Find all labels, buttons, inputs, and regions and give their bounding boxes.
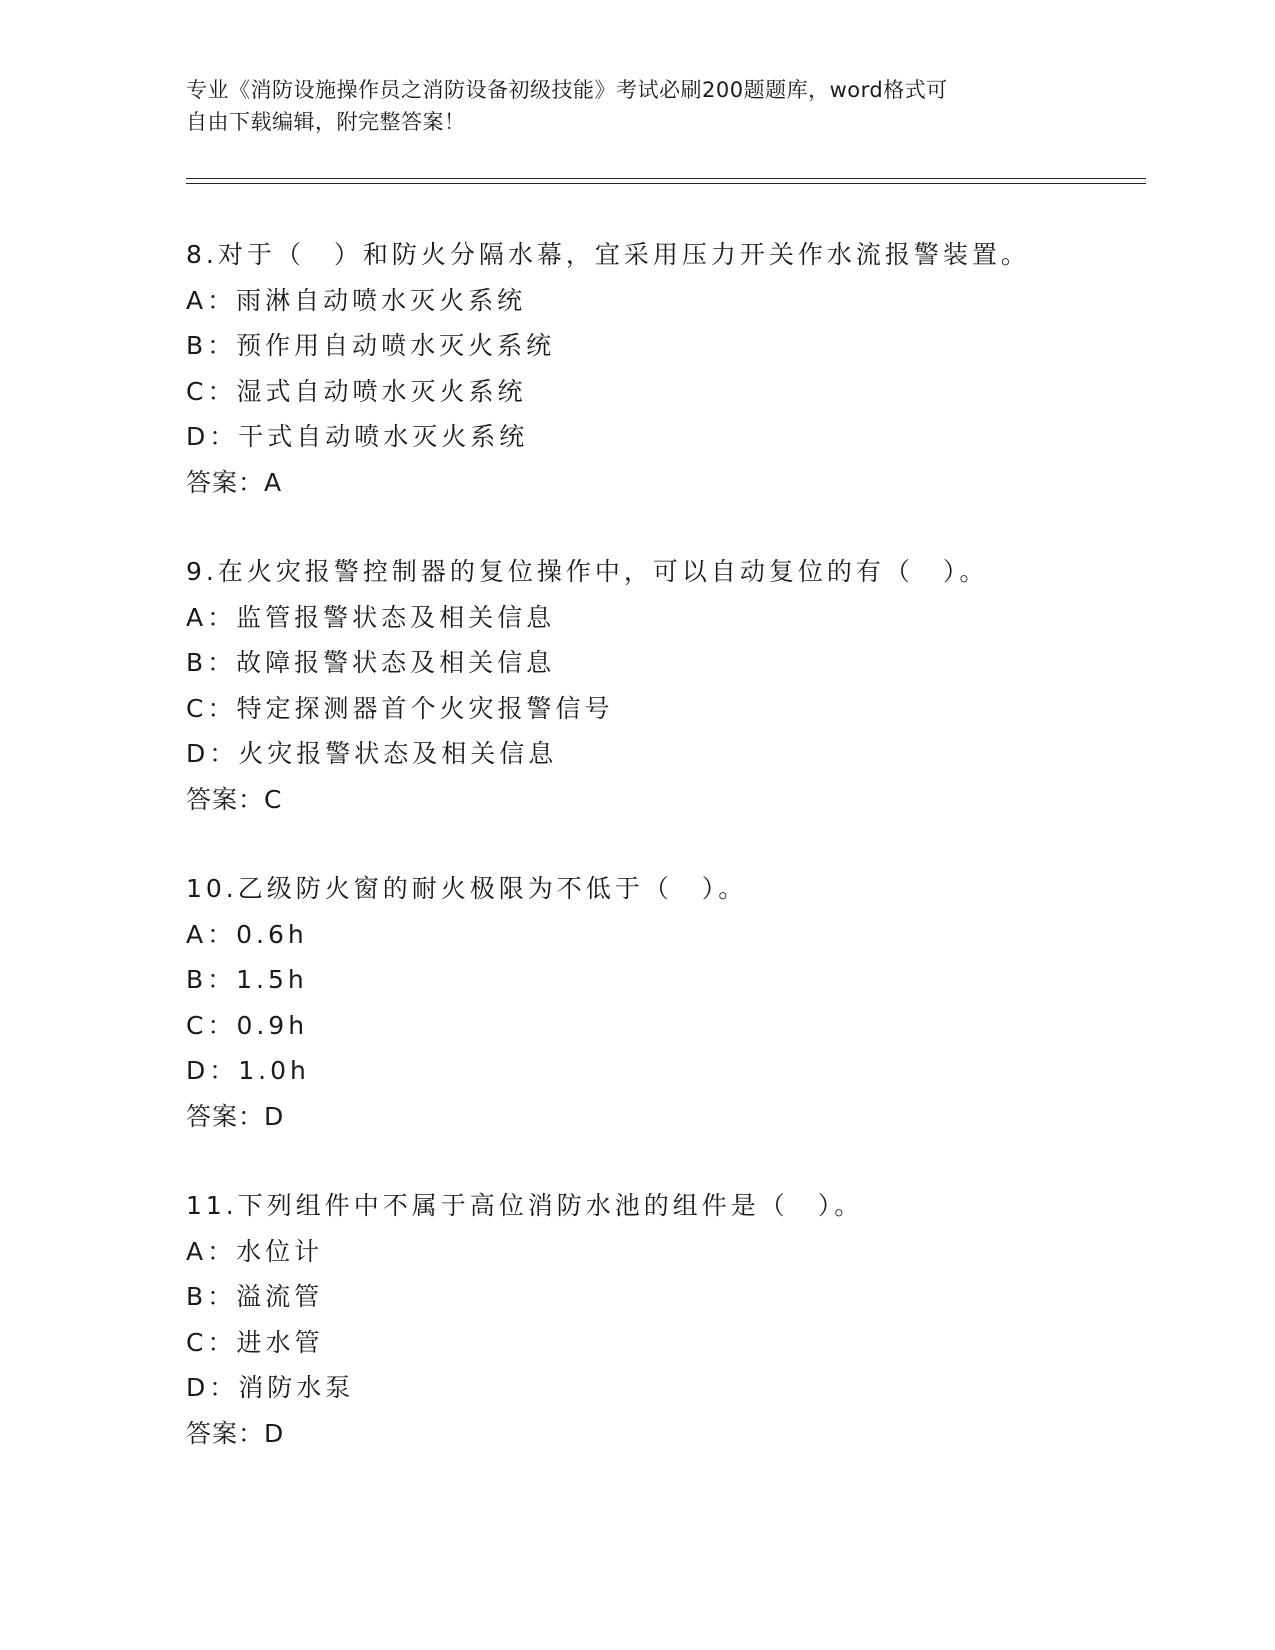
answer: 答案：A [186, 467, 283, 497]
question-stem: 8.对于（ ）和防火分隔水幕，宜采用压力开关作水流报警装置。 [186, 240, 1030, 269]
option-b: B：1.5h [186, 965, 308, 994]
option-c: C：0.9h [186, 1010, 309, 1040]
option-a: A：0.6h [186, 919, 308, 949]
option-c: C：特定探测器首个火灾报警信号 [186, 693, 614, 723]
option-d: D：干式自动喷水灭火系统 [186, 422, 529, 451]
option-d: D：火灾报警状态及相关信息 [186, 739, 558, 768]
question-9 [186, 549, 1146, 822]
question-10 [186, 866, 1146, 1139]
option-a: A：监管报警状态及相关信息 [186, 602, 556, 632]
option-b: B：预作用自动喷水灭火系统 [186, 331, 556, 360]
option-d: D：消防水泵 [186, 1373, 355, 1402]
question-stem: 10.乙级防火窗的耐火极限为不低于（ ）。 [186, 874, 748, 903]
answer: 答案：D [186, 1418, 285, 1448]
question-stem: 11.下列组件中不属于高位消防水池的组件是（ ）。 [186, 1191, 864, 1220]
option-a: A：水位计 [186, 1236, 324, 1266]
option-b: B：溢流管 [186, 1282, 324, 1311]
question-stem: 9.在火灾报警控制器的复位操作中，可以自动复位的有（ ）。 [186, 557, 989, 586]
question-8 [186, 232, 1146, 505]
question-list [186, 232, 1146, 1500]
header-line-1: 专业《消防设施操作员之消防设备初级技能》考试必刷200题题库，word格式可 [186, 78, 948, 102]
question-11 [186, 1183, 1146, 1456]
option-b: B：故障报警状态及相关信息 [186, 648, 556, 677]
answer: 答案：C [186, 784, 283, 814]
header-divider-bottom [186, 183, 1146, 184]
option-c: C：进水管 [186, 1327, 324, 1357]
answer: 答案：D [186, 1101, 285, 1131]
document-header [186, 74, 1066, 138]
header-divider-top [186, 178, 1146, 179]
option-a: A：雨淋自动喷水灭火系统 [186, 285, 527, 315]
header-line-2: 自由下载编辑，附完整答案！ [186, 110, 466, 134]
option-c: C：湿式自动喷水灭火系统 [186, 376, 527, 406]
option-d: D：1.0h [186, 1056, 310, 1085]
